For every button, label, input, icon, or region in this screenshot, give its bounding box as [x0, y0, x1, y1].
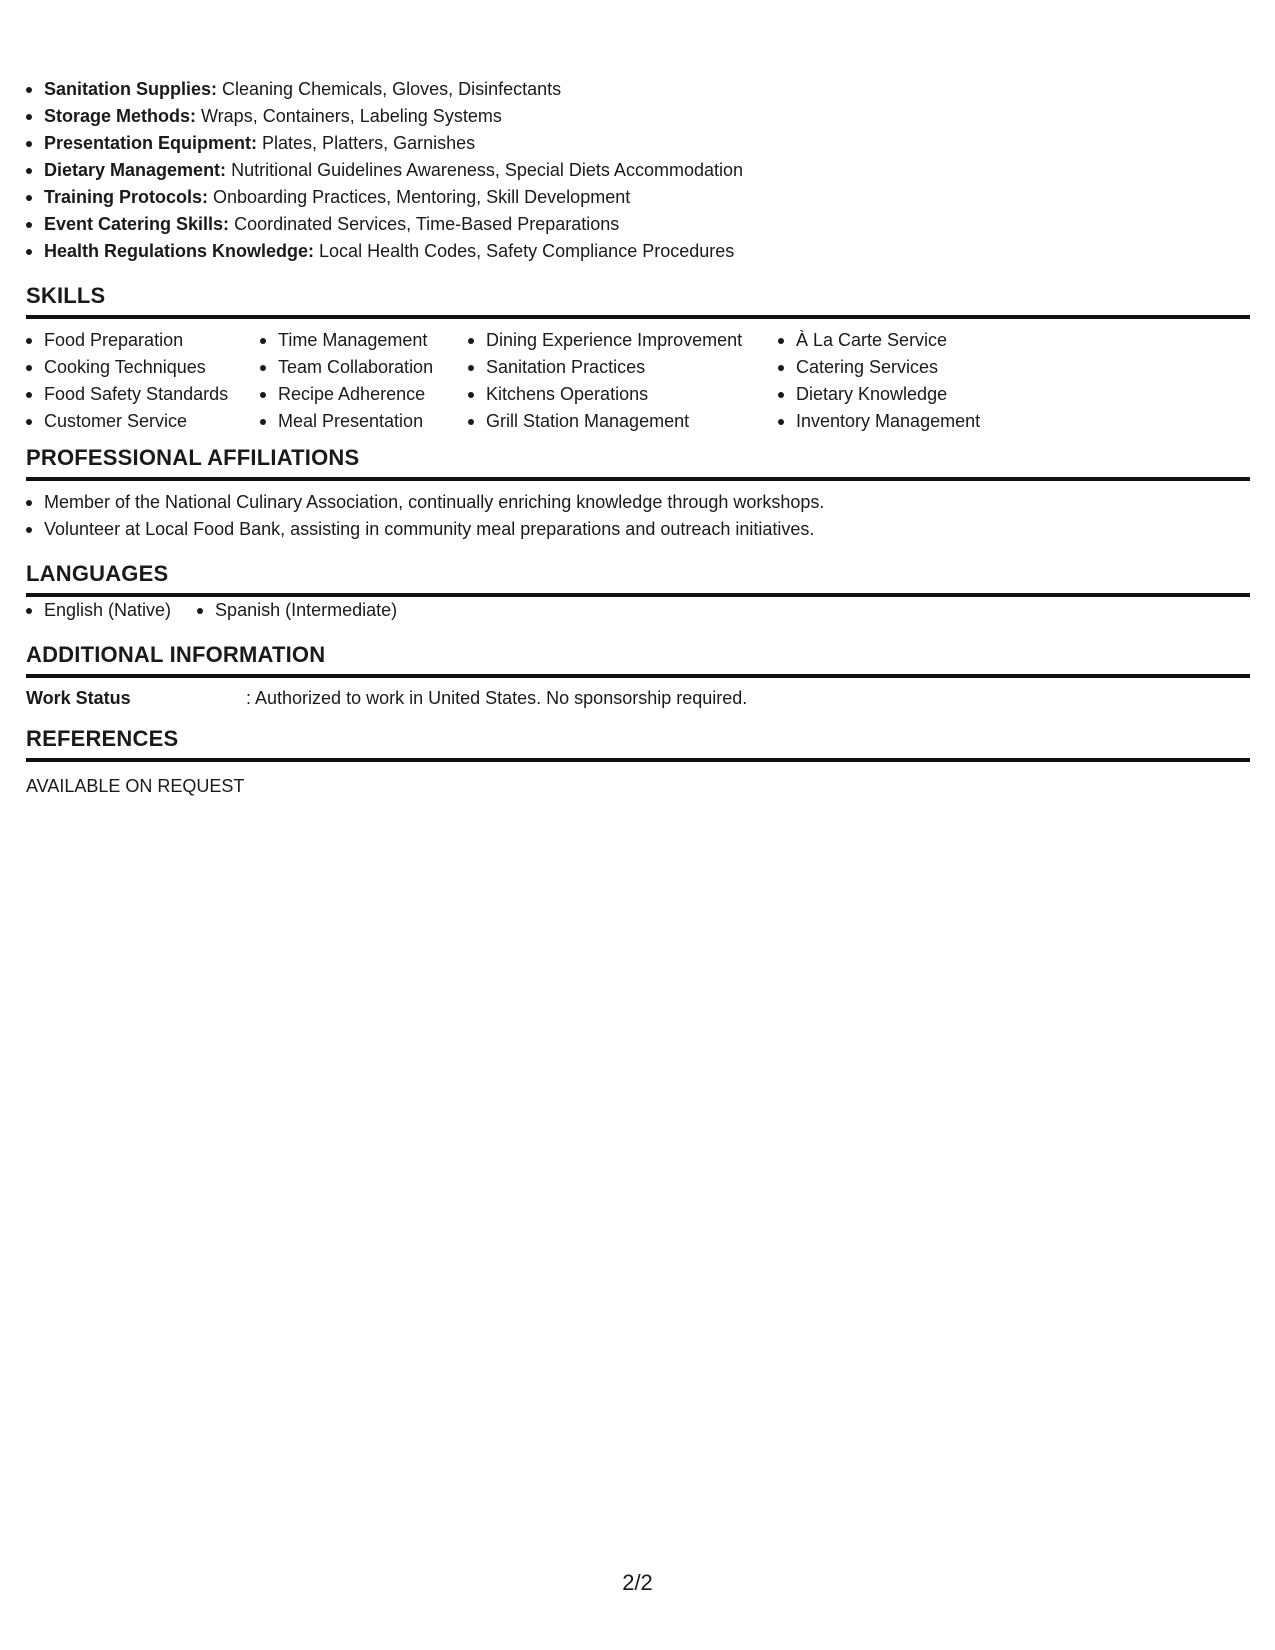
skills-section	[26, 283, 1250, 435]
skill-item: Catering Services	[778, 354, 1038, 381]
language-item: English (Native)	[26, 597, 171, 624]
skill-item: Time Management	[260, 327, 468, 354]
affiliations-heading: PROFESSIONAL AFFILIATIONS	[26, 445, 1250, 481]
skill-item: Food Preparation	[26, 327, 260, 354]
page-number: 2/2	[622, 1570, 653, 1595]
tools-list-item	[26, 211, 1250, 238]
work-status-row	[26, 686, 1250, 710]
skill-item: Grill Station Management	[468, 408, 778, 435]
skills-column	[468, 327, 778, 435]
tools-item-label: Training Protocols:	[44, 187, 209, 207]
tools-item-value: Onboarding Practices, Mentoring, Skill Development	[208, 187, 631, 207]
skills-column	[778, 327, 1038, 435]
additional-info-heading: ADDITIONAL INFORMATION	[26, 642, 1250, 678]
skill-item: Sanitation Practices	[468, 354, 778, 381]
references-text: AVAILABLE ON REQUEST	[26, 776, 245, 796]
work-status-label: Work Status	[26, 688, 131, 708]
tools-item-value: Nutritional Guidelines Awareness, Special Diets Accommodation	[226, 160, 743, 180]
skill-item: Dietary Knowledge	[778, 381, 1038, 408]
tools-item-value: Cleaning Chemicals, Gloves, Disinfectants	[217, 79, 562, 99]
skills-column	[260, 327, 468, 435]
tools-item-value: Wraps, Containers, Labeling Systems	[196, 106, 502, 126]
skill-item: Customer Service	[26, 408, 260, 435]
languages-list	[26, 597, 1250, 624]
tools-item-value: Coordinated Services, Time-Based Preparations	[229, 214, 620, 234]
skill-item: Cooking Techniques	[26, 354, 260, 381]
tools-item-label: Dietary Management:	[44, 160, 227, 180]
languages-section	[26, 561, 1250, 624]
skill-item: Kitchens Operations	[468, 381, 778, 408]
skill-item: Team Collaboration	[260, 354, 468, 381]
tools-list	[26, 76, 1250, 265]
additional-info-section	[26, 642, 1250, 710]
tools-item-value: Plates, Platters, Garnishes	[257, 133, 476, 153]
skill-item: Recipe Adherence	[260, 381, 468, 408]
resume-page	[26, 76, 1250, 798]
tools-item-value: Local Health Codes, Safety Compliance Procedures	[314, 241, 735, 261]
tools-item-label: Event Catering Skills:	[44, 214, 230, 234]
tools-item-label: Sanitation Supplies:	[44, 79, 218, 99]
tools-list-item	[26, 76, 1250, 103]
tools-list-item	[26, 238, 1250, 265]
tools-list-item	[26, 157, 1250, 184]
skills-heading: SKILLS	[26, 283, 1250, 319]
affiliations-list	[26, 489, 1250, 543]
language-item: Spanish (Intermediate)	[197, 597, 397, 624]
tools-item-label: Storage Methods:	[44, 106, 197, 126]
skill-item: Inventory Management	[778, 408, 1038, 435]
tools-item-label: Presentation Equipment:	[44, 133, 258, 153]
skill-item: Dining Experience Improvement	[468, 327, 778, 354]
work-status-value: : Authorized to work in United States. No sponsorship required.	[246, 688, 748, 708]
tools-list-item	[26, 184, 1250, 211]
references-section	[26, 726, 1250, 798]
tools-list-item	[26, 130, 1250, 157]
affiliation-item: Member of the National Culinary Association, continually enriching knowledge through workshops.	[26, 489, 1250, 516]
skill-item: À La Carte Service	[778, 327, 1038, 354]
languages-heading: LANGUAGES	[26, 561, 1250, 597]
skills-grid	[26, 327, 1250, 435]
affiliation-item: Volunteer at Local Food Bank, assisting in community meal preparations and outreach initiatives.	[26, 516, 1250, 543]
tools-list-item	[26, 103, 1250, 130]
references-heading: REFERENCES	[26, 726, 1250, 762]
skills-column	[26, 327, 260, 435]
tools-item-label: Health Regulations Knowledge:	[44, 241, 315, 261]
affiliations-section	[26, 445, 1250, 543]
skill-item: Food Safety Standards	[26, 381, 260, 408]
skill-item: Meal Presentation	[260, 408, 468, 435]
